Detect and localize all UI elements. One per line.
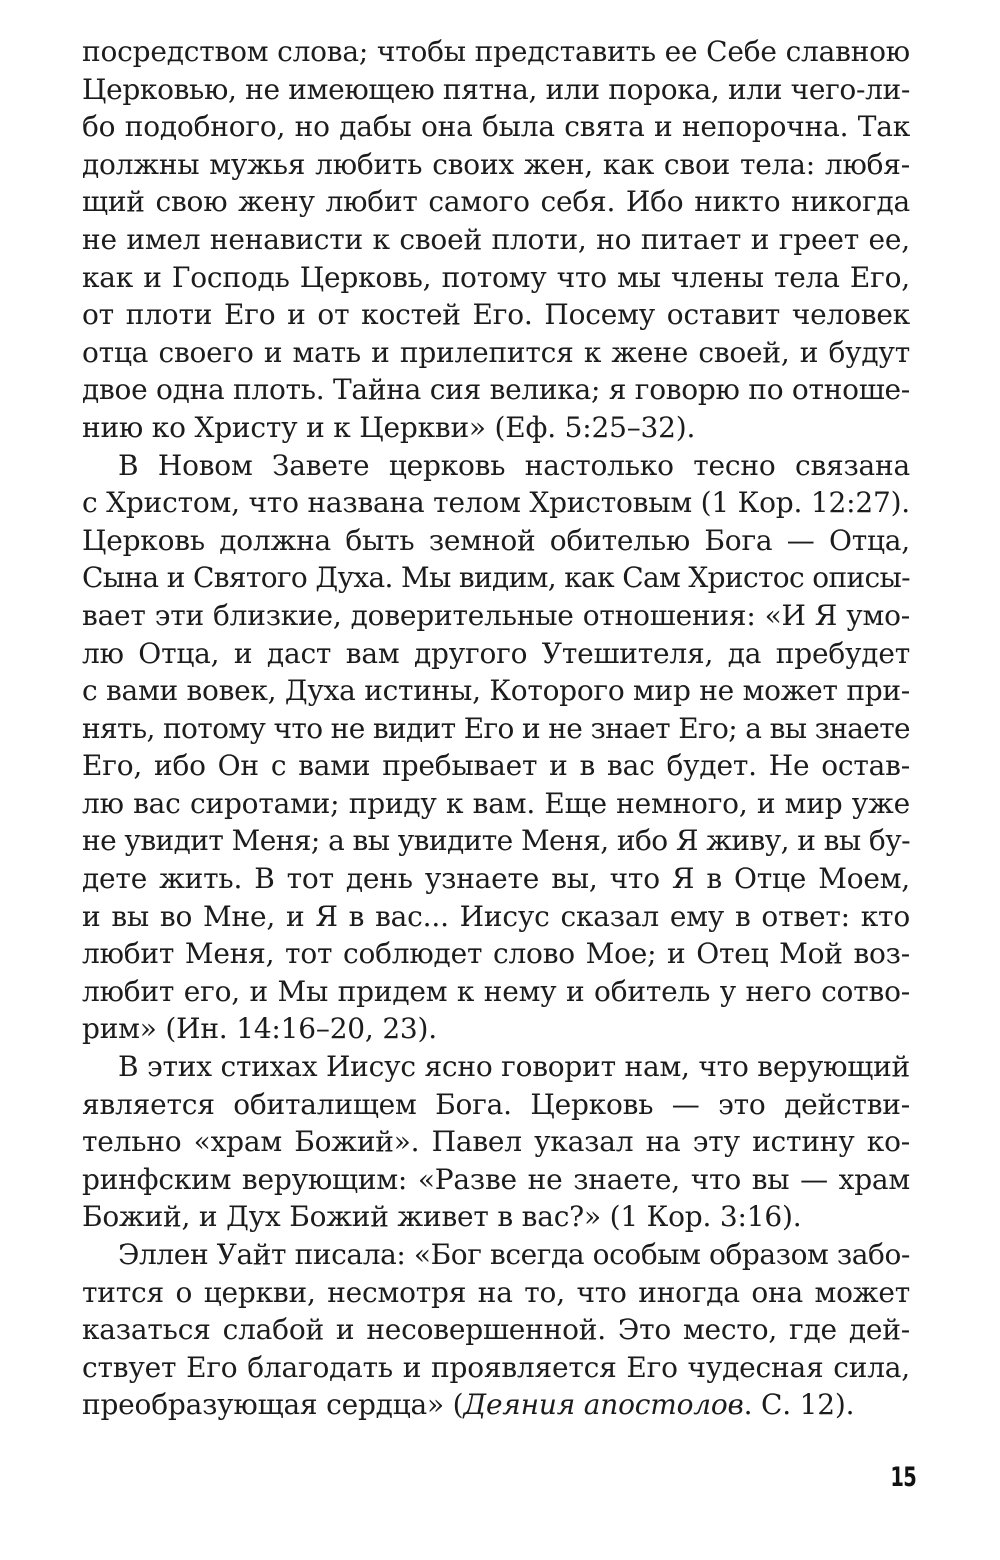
text-line: тится о церкви, несмотря на то, что иногда она может bbox=[82, 1275, 910, 1309]
text-line: рим» (Ин. 14:16–20, 23). bbox=[82, 1012, 437, 1046]
text-line: с Христом, что названа телом Христовым (1 Кор. 12:27). bbox=[82, 486, 910, 520]
paragraph-3 bbox=[82, 1048, 910, 1236]
paragraph-4 bbox=[82, 1236, 910, 1424]
body-text bbox=[82, 33, 910, 1424]
text-line: В этих стихах Иисус ясно говорит нам, что верующий bbox=[118, 1050, 910, 1084]
text-line: лю вас сиротами; приду к вам. Еще немного, и мир уже bbox=[82, 786, 910, 820]
text-line: казаться слабой и несовершенной. Это место, где дей- bbox=[82, 1313, 910, 1347]
text-segment: преобразующая сердца» ( bbox=[82, 1388, 464, 1422]
text-segment: . С. 12). bbox=[743, 1388, 855, 1422]
paragraph-2 bbox=[82, 447, 910, 1049]
text-line: Церковь должна быть земной обителью Бога — Отца, bbox=[82, 523, 910, 557]
text-line: нию ко Христу и к Церкви» (Еф. 5:25–32). bbox=[82, 410, 696, 444]
page-number: 15 bbox=[890, 1462, 916, 1493]
text-line: ринфским верующим: «Разве не знаете, что вы — храм bbox=[82, 1162, 910, 1196]
text-line: как и Господь Церковь, потому что мы члены тела Его, bbox=[82, 260, 910, 294]
text-line: дете жить. В тот день узнаете вы, что Я в Отце Моем, bbox=[82, 862, 910, 896]
text-line: Его, ибо Он с вами пребывает и в вас будет. Не остав- bbox=[82, 749, 910, 783]
text-line-with-citation bbox=[82, 1386, 910, 1424]
text-line: Сына и Святого Духа. Мы видим, как Сам Христос описы- bbox=[82, 561, 910, 595]
text-line: Божий, и Дух Божий живет в вас?» (1 Кор. 3:16). bbox=[82, 1200, 802, 1234]
text-line: посредством слова; чтобы представить ее Себе славною bbox=[82, 35, 910, 68]
text-line: Эллен Уайт писала: «Бог всегда особым образом забо- bbox=[118, 1238, 910, 1271]
text-line: не имел ненависти к своей плоти, но питает и греет ее, bbox=[82, 222, 910, 256]
text-line: Церковью, не имеющею пятна, или порока, или чего-ли- bbox=[82, 72, 910, 106]
text-line: нять, потому что не видит Его и не знает Его; а вы знаете bbox=[82, 711, 910, 745]
text-line: двое одна плоть. Тайна сия велика; я говорю по отноше- bbox=[82, 373, 910, 407]
text-line: тельно «храм Божий». Павел указал на эту истину ко- bbox=[82, 1125, 910, 1159]
text-line: от плоти Его и от костей Его. Посему оставит человек bbox=[82, 298, 910, 332]
text-line: щий свою жену любит самого себя. Ибо никто никогда bbox=[82, 185, 910, 219]
text-line: вает эти близкие, доверительные отношения: «И Я умо- bbox=[82, 598, 910, 632]
paragraph-1 bbox=[82, 33, 910, 447]
text-line: и вы во Мне, и Я в вас... Иисус сказал ему в ответ: кто bbox=[82, 899, 910, 933]
text-line: не увидит Меня; а вы увидите Меня, ибо Я живу, и вы бу- bbox=[82, 824, 910, 858]
text-line: любит его, и Мы придем к нему и обитель у него сотво- bbox=[82, 974, 910, 1008]
text-line: является обиталищем Бога. Церковь — это действи- bbox=[82, 1087, 910, 1121]
text-line: любит Меня, тот соблюдет слово Мое; и Отец Мой воз- bbox=[82, 937, 910, 971]
text-line: с вами вовек, Духа истины, Которого мир не может при- bbox=[82, 674, 910, 708]
text-line: лю Отца, и даст вам другого Утешителя, да пребудет bbox=[82, 636, 910, 670]
text-line: бо подобного, но дабы она была свята и непорочна. Так bbox=[82, 110, 910, 144]
book-title-citation: Деяния апостолов bbox=[463, 1388, 744, 1422]
text-line: В Новом Завете церковь настолько тесно связана bbox=[118, 448, 910, 482]
text-line: ствует Его благодать и проявляется Его чудесная сила, bbox=[82, 1350, 910, 1384]
text-line: отца своего и мать и прилепится к жене своей, и будут bbox=[82, 335, 910, 369]
text-line: должны мужья любить своих жен, как свои тела: любя- bbox=[82, 147, 910, 181]
